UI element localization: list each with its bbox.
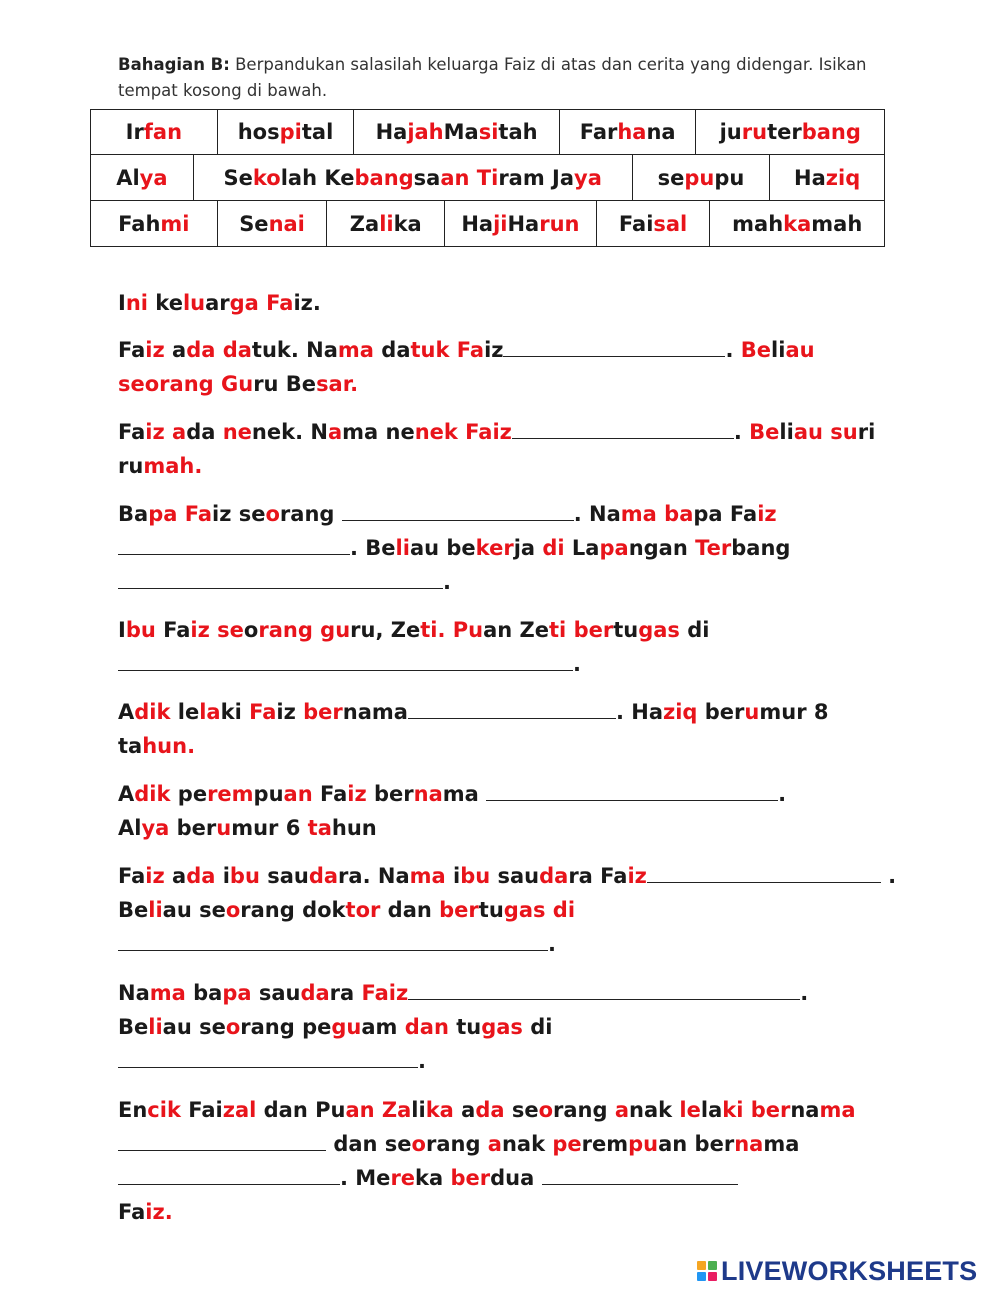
logo-square xyxy=(708,1261,717,1270)
word-bank-table xyxy=(90,109,885,247)
sentence xyxy=(118,777,898,845)
passage-text: Adik lelaki Faiz bernama xyxy=(118,700,408,724)
sentence xyxy=(118,415,898,483)
passage-text: . xyxy=(778,782,787,806)
passage-text: Bapa Faiz seorang xyxy=(118,502,335,526)
answer-blank[interactable] xyxy=(342,498,574,521)
instruction-text: Berpandukan salasilah keluarga Faiz di atas dan cerita yang didengar. Isikan tempat kosong di bawah. xyxy=(118,55,867,100)
sentence xyxy=(118,1093,898,1229)
passage-text: Faiz. xyxy=(118,1200,173,1224)
passage-text: Nama bapa saudara Faiz xyxy=(118,981,409,1005)
sentence xyxy=(118,333,898,401)
passage-text: . xyxy=(548,932,556,956)
passage-text: Encik Faizal dan Puan Zalika ada seorang anak lelaki bernama xyxy=(118,1098,856,1122)
answer-blank[interactable] xyxy=(118,1128,326,1151)
sentence xyxy=(118,613,898,681)
answer-blank[interactable] xyxy=(118,532,350,555)
sentence xyxy=(118,695,898,763)
word-cell: Far ha na xyxy=(560,110,697,154)
logo-square xyxy=(697,1261,706,1270)
passage-text: . Mereka berdua xyxy=(340,1166,535,1190)
instruction xyxy=(118,52,878,104)
liveworksheets-logo xyxy=(697,1255,977,1287)
passage-text: . xyxy=(573,652,581,676)
word-cell: Al ya xyxy=(91,155,194,200)
passage-text: Ini keluarga Faiz. xyxy=(118,291,321,315)
passage-text: Faiz ada datuk. Nama datuk Faiz xyxy=(118,338,504,362)
answer-blank[interactable] xyxy=(647,860,881,883)
sentence xyxy=(118,286,898,320)
word-cell: Ir fan xyxy=(91,110,218,154)
word-cell: Fah mi xyxy=(91,201,218,246)
logo-icon xyxy=(697,1261,717,1281)
passage-text: . Beliau suri rumah. xyxy=(118,420,876,478)
answer-blank[interactable] xyxy=(503,334,725,357)
word-cell: Se ko lah Ke bang sa an Ti ram Ja ya xyxy=(194,155,633,200)
passage-text: . Nama bapa Faiz xyxy=(573,502,777,526)
passage-text: . xyxy=(800,981,809,1005)
passage-text: dan seorang anak perempuan bernama xyxy=(333,1132,800,1156)
word-bank-row xyxy=(90,201,885,247)
word-cell: mah ka mah xyxy=(732,211,863,236)
instruction-label: Bahagian B: xyxy=(118,55,230,74)
passage-text: Faiz ada nenek. Nama nenek Faiz xyxy=(118,420,512,444)
answer-blank[interactable] xyxy=(118,1162,340,1185)
sentence xyxy=(118,497,898,599)
answer-blank[interactable] xyxy=(118,1045,418,1068)
word-cell: Ha ziq xyxy=(794,165,861,190)
logo-square xyxy=(708,1272,717,1281)
passage-text: Faiz ada ibu saudara. Nama ibu saudara Faiz xyxy=(118,864,647,888)
answer-blank[interactable] xyxy=(486,778,778,801)
word-cell: hos pi tal xyxy=(218,110,355,154)
word-bank-row xyxy=(90,155,885,201)
word-cell: Ha jah Ma si tah xyxy=(354,110,559,154)
word-cell: Fai sal xyxy=(597,201,711,246)
answer-blank[interactable] xyxy=(118,928,548,951)
word-cell: Ha ji Ha run xyxy=(445,201,597,246)
sentence xyxy=(118,859,898,961)
answer-blank[interactable] xyxy=(542,1162,738,1185)
passage-text: Beliau seorang peguam dan tugas di xyxy=(118,1015,553,1039)
word-cell: ju ru ter bang xyxy=(719,120,861,144)
passage-text: Ibu Faiz seorang guru, Zeti. Puan Zeti bertugas di xyxy=(118,618,710,642)
answer-blank[interactable] xyxy=(118,566,443,589)
word-cell: Se nai xyxy=(218,201,328,246)
passage-text: . Beliau bekerja di Lapangan Terbang xyxy=(350,536,791,560)
answer-blank[interactable] xyxy=(118,648,573,671)
logo-square xyxy=(697,1272,706,1281)
brand-name: LIVEWORKSHEETS xyxy=(721,1255,978,1286)
passage-text: . Beliau seorang Guru Besar. xyxy=(118,338,815,396)
passage-text: Adik perempuan Faiz bernama xyxy=(118,782,479,806)
passage-text: . xyxy=(418,1049,426,1073)
word-cell: se pu pu xyxy=(633,155,771,200)
answer-blank[interactable] xyxy=(512,416,734,439)
word-bank-row xyxy=(90,109,885,155)
passage-text: . xyxy=(443,570,451,594)
word-cell: Za li ka xyxy=(327,201,445,246)
sentence xyxy=(118,976,898,1078)
passage-text: . Haziq berumur 8 tahun. xyxy=(118,700,829,758)
passage-text: . Beliau seorang doktor dan bertugas di xyxy=(118,864,897,922)
answer-blank[interactable] xyxy=(408,977,800,1000)
answer-blank[interactable] xyxy=(408,696,616,719)
passage-text: Alya berumur 6 tahun xyxy=(118,816,377,840)
